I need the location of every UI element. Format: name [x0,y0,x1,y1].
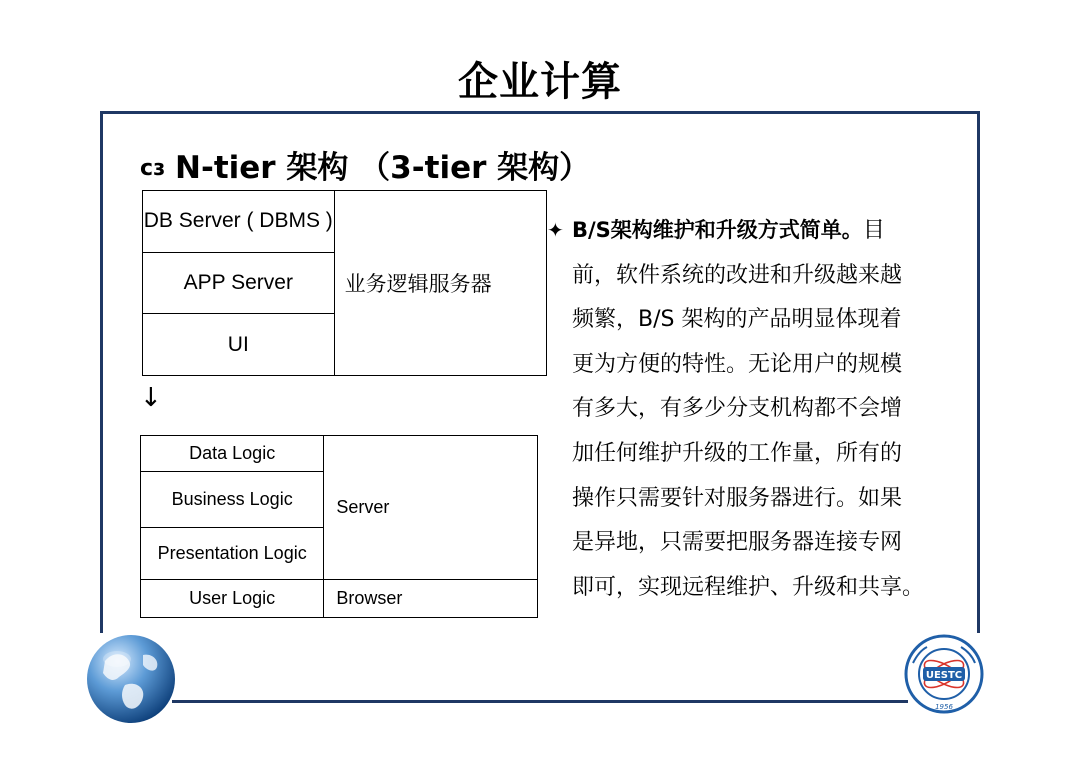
paragraph-line: 加任何维护升级的工作量，所有的 [572,440,903,466]
frame-border-top [100,111,980,114]
down-arrow-icon: ↓ [140,383,162,413]
tier-cell-db: DB Server ( DBMS ) [143,191,335,253]
logic-cell-data: Data Logic [141,436,324,472]
globe-icon [85,633,177,725]
paragraph-line: 是异地，只需要把服务器连接专网 [572,530,903,556]
frame-border-left [100,111,103,633]
logic-cell-presentation: Presentation Logic [141,528,324,580]
browser-cell: Browser [324,580,538,618]
paragraph-line: 有多大，有多少分支机构都不会增 [572,396,903,422]
paragraph-line: 频繁，B/S 架构的产品明显体现着 [572,307,902,333]
bullet-icon: cɜ [140,156,166,181]
frame-border-right [977,111,980,633]
logo-year-text: 1956 [935,703,953,711]
logo-center-text: UESTC [925,670,963,681]
three-tier-table [142,190,547,376]
logic-cell-user: User Logic [141,580,324,618]
uestc-logo [903,633,985,721]
paragraph-line: 操作只需要针对服务器进行。如果 [572,485,903,511]
server-cell: Server [324,436,538,580]
business-logic-server-cell: 业务逻辑服务器 [334,191,546,376]
paragraph-line: 前，软件系统的改进和升级越来越 [572,262,903,288]
frame-border-bottom [172,700,908,703]
tier-cell-ui: UI [143,314,335,376]
paragraph-line: 更为方便的特性。无论用户的规模 [572,351,903,377]
slide-title: 企业计算 [458,59,622,105]
paragraph-first-tail: 目 [862,218,885,243]
tier-cell-app: APP Server [143,252,335,314]
star-bullet-icon: ✦ [547,218,564,242]
paragraph-line: 即可，实现远程维护、升级和共享。 [572,574,925,600]
n-tier-table [140,435,538,618]
paragraph-line-first [572,208,977,254]
heading-text: N-tier 架构 （3-tier 架构） [175,150,591,186]
paragraph-bold-lead: B/S架构维护和升级方式简单。 [572,218,863,242]
section-heading [140,142,590,187]
description-paragraph [547,208,977,610]
logic-cell-business: Business Logic [141,472,324,528]
